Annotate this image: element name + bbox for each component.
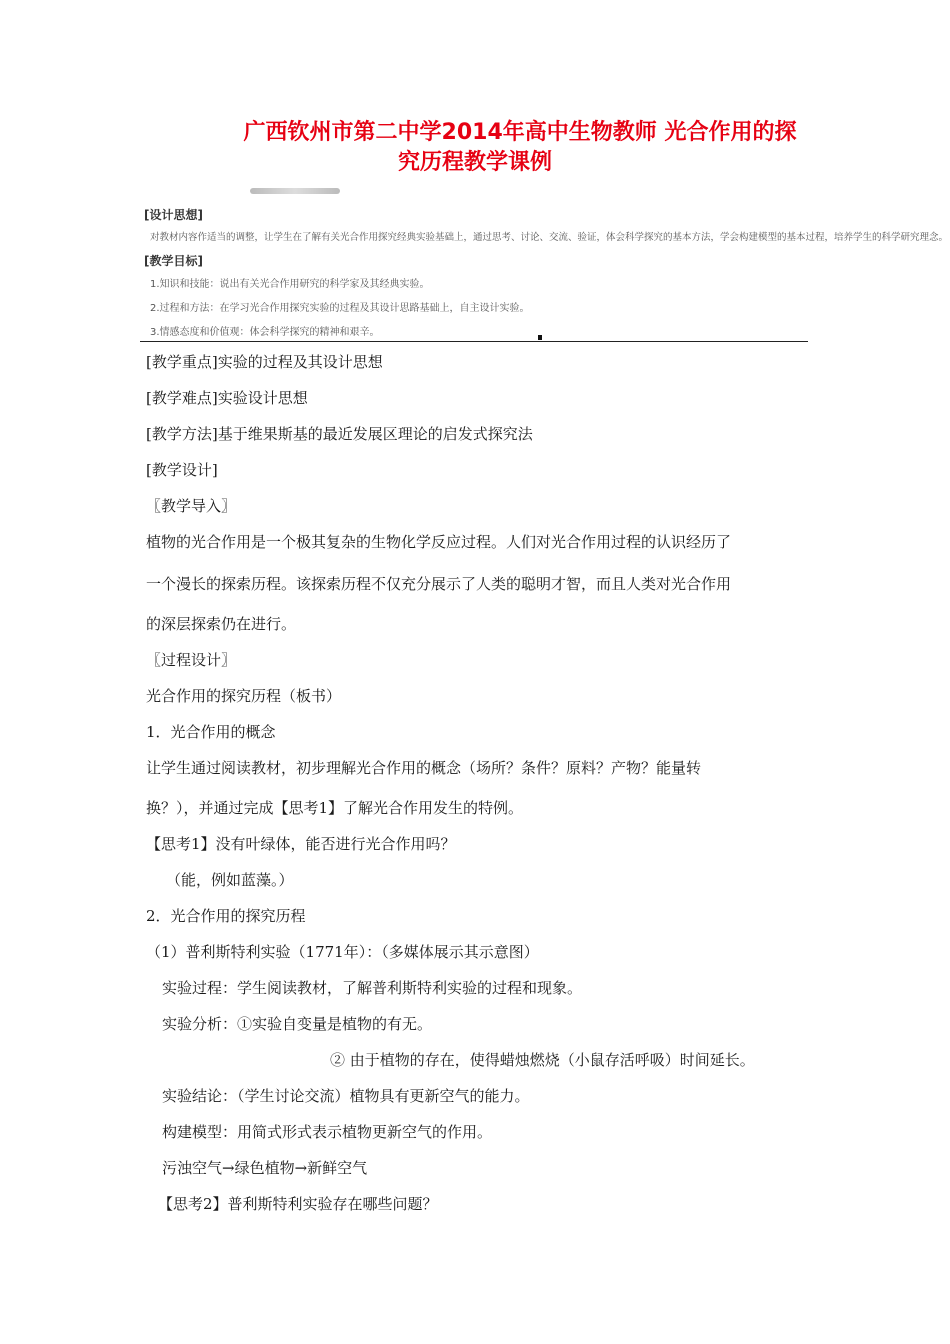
document-title — [0, 118, 950, 178]
teaching-goals-heading: [教学目标] — [144, 254, 203, 268]
scanned-excerpt — [140, 186, 949, 342]
process-heading: 〖过程设计〗 — [146, 651, 237, 669]
section-1-line-1: 让学生通过阅读教材，初步理解光合作用的概念（场所？条件？原料？产物？能量转 — [146, 759, 702, 777]
intro-line-2: 一个漫长的探索历程。该探索历程不仅充分展示了人类的聪明才智，而且人类对光合作用 — [146, 575, 732, 593]
design-idea-heading: [设计思想] — [144, 208, 203, 222]
intro-heading: 〖教学导入〗 — [146, 497, 237, 515]
experiment-1-conclusion: 实验结论：（学生讨论交流）植物具有更新空气的能力。 — [162, 1087, 530, 1105]
section-1-heading: 1．光合作用的概念 — [146, 723, 276, 741]
intro-line-3: 的深层探索仍在进行。 — [146, 615, 297, 633]
teaching-method: [教学方法]基于维果斯基的最近发展区理论的启发式探究法 — [146, 425, 533, 443]
scan-smudge — [250, 188, 340, 194]
key-point: [教学重点]实验的过程及其设计思想 — [146, 353, 383, 371]
goal-item-1: 1.知识和技能：说出有关光合作用研究的科学家及其经典实验。 — [150, 279, 430, 290]
difficult-point: [教学难点]实验设计思想 — [146, 389, 308, 407]
section-2-heading: 2．光合作用的探究历程 — [146, 907, 306, 925]
experiment-1-process: 实验过程：学生阅读教材，了解普利斯特利实验的过程和现象。 — [162, 979, 583, 997]
board-title: 光合作用的探究历程（板书） — [146, 687, 342, 705]
experiment-1-title: （1）普利斯特利实验（1771年）：（多媒体展示其示意图） — [146, 943, 539, 961]
think-2-question: 【思考2】普利斯特利实验存在哪些问题？ — [158, 1195, 438, 1213]
goal-item-2: 2.过程和方法：在学习光合作用探究实验的过程及其设计思路基础上，自主设计实验。 — [150, 303, 530, 314]
scan-divider — [140, 341, 808, 342]
intro-line-1: 植物的光合作用是一个极其复杂的生物化学反应过程。人们对光合作用过程的认识经历了 — [146, 533, 732, 551]
think-1-question: 【思考1】没有叶绿体，能否进行光合作用吗？ — [146, 835, 456, 853]
title-line-1: 广西钦州市第二中学2014年高中生物教师 光合作用的探 — [243, 120, 797, 145]
scan-mark — [538, 335, 542, 340]
section-1-line-2: 换？），并通过完成【思考1】了解光合作用发生的特例。 — [146, 799, 524, 817]
design-idea-text: 对教材内容作适当的调整，让学生在了解有关光合作用探究经典实验基础上，通过思考、讨论、交流、验证，体会科学探究的基本方法，学会构建模型的基本过程，培养学生的科学研究理念。 — [150, 232, 949, 243]
experiment-1-analysis-2: ② 由于植物的存在，使得蜡烛燃烧（小鼠存活呼吸）时间延长。 — [330, 1051, 755, 1069]
experiment-1-model: 构建模型：用简式形式表示植物更新空气的作用。 — [162, 1123, 493, 1141]
think-1-answer: （能，例如蓝藻。） — [166, 871, 294, 889]
teaching-design: [教学设计] — [146, 461, 218, 479]
title-line-2: 究历程教学课例 — [397, 150, 552, 175]
experiment-1-formula: 污浊空气→绿色植物→新鲜空气 — [162, 1159, 368, 1177]
goal-item-3: 3.情感态度和价值观：体会科学探究的精神和艰辛。 — [150, 327, 380, 338]
experiment-1-analysis: 实验分析：①实验自变量是植物的有无。 — [162, 1015, 433, 1033]
